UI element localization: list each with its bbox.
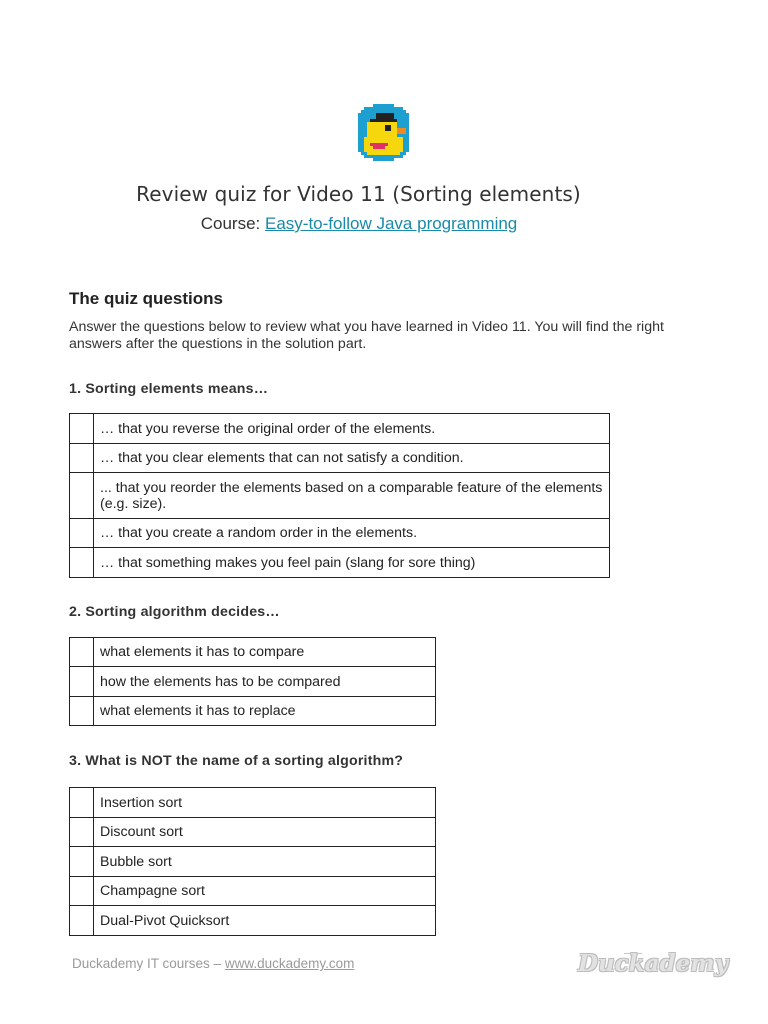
option-text: how the elements has to be compared (94, 667, 436, 697)
answer-checkbox[interactable] (70, 473, 94, 519)
answer-checkbox[interactable] (70, 906, 94, 936)
option-row (70, 667, 436, 697)
option-row (70, 414, 610, 444)
option-row (70, 638, 436, 667)
option-row (70, 847, 436, 877)
answer-checkbox[interactable] (70, 667, 94, 697)
section-heading: The quiz questions (69, 289, 223, 308)
course-link[interactable]: Easy-to-follow Java programming (265, 214, 518, 233)
option-row (70, 877, 436, 906)
footer-text: Duckademy IT courses – (72, 956, 222, 971)
duckademy-wordmark: Duckademy (578, 950, 728, 977)
option-row (70, 788, 436, 818)
course-label: Course: (200, 214, 261, 233)
option-row (70, 444, 610, 473)
option-text: … that you clear elements that can not satisfy a condition. (94, 444, 610, 473)
option-text: Champagne sort (94, 877, 436, 906)
page-title: Review quiz for Video 11 (Sorting elements) (136, 182, 581, 206)
option-text: Bubble sort (94, 847, 436, 877)
option-text: what elements it has to replace (94, 697, 436, 726)
option-text: Dual-Pivot Quicksort (94, 906, 436, 936)
option-row (70, 818, 436, 847)
answer-checkbox[interactable] (70, 697, 94, 726)
question-3: 3. What is NOT the name of a sorting algorithm? (69, 753, 404, 769)
option-row (70, 473, 610, 519)
question-2: 2. Sorting algorithm decides… (69, 604, 280, 620)
option-text: Discount sort (94, 818, 436, 847)
option-text: … that something makes you feel pain (slang for sore thing) (94, 548, 610, 578)
answer-checkbox[interactable] (70, 414, 94, 444)
option-row (70, 906, 436, 936)
answer-checkbox[interactable] (70, 818, 94, 847)
intro-paragraph: Answer the questions below to review what you have learned in Video 11. You will find the right answers after the questions in the solution part. (69, 319, 664, 352)
option-text: … that you create a random order in the elements. (94, 519, 610, 548)
question-3-options (69, 787, 436, 936)
answer-checkbox[interactable] (70, 444, 94, 473)
option-row (70, 519, 610, 548)
answer-checkbox[interactable] (70, 847, 94, 877)
option-row (70, 697, 436, 726)
answer-checkbox[interactable] (70, 638, 94, 667)
question-2-options (69, 637, 436, 726)
answer-checkbox[interactable] (70, 877, 94, 906)
question-1-options (69, 413, 610, 578)
course-line (0, 214, 718, 234)
answer-checkbox[interactable] (70, 788, 94, 818)
answer-checkbox[interactable] (70, 548, 94, 578)
question-1: 1. Sorting elements means… (69, 381, 269, 397)
answer-checkbox[interactable] (70, 519, 94, 548)
option-text: … that you reverse the original order of the elements. (94, 414, 610, 444)
option-text: Insertion sort (94, 788, 436, 818)
footer-link[interactable]: www.duckademy.com (224, 956, 355, 971)
option-text: ... that you reorder the elements based on a comparable feature of the elements (e.g. size). (94, 473, 610, 519)
duck-logo-icon (355, 104, 412, 161)
footer (72, 956, 354, 971)
option-text: what elements it has to compare (94, 638, 436, 667)
option-row (70, 548, 610, 578)
